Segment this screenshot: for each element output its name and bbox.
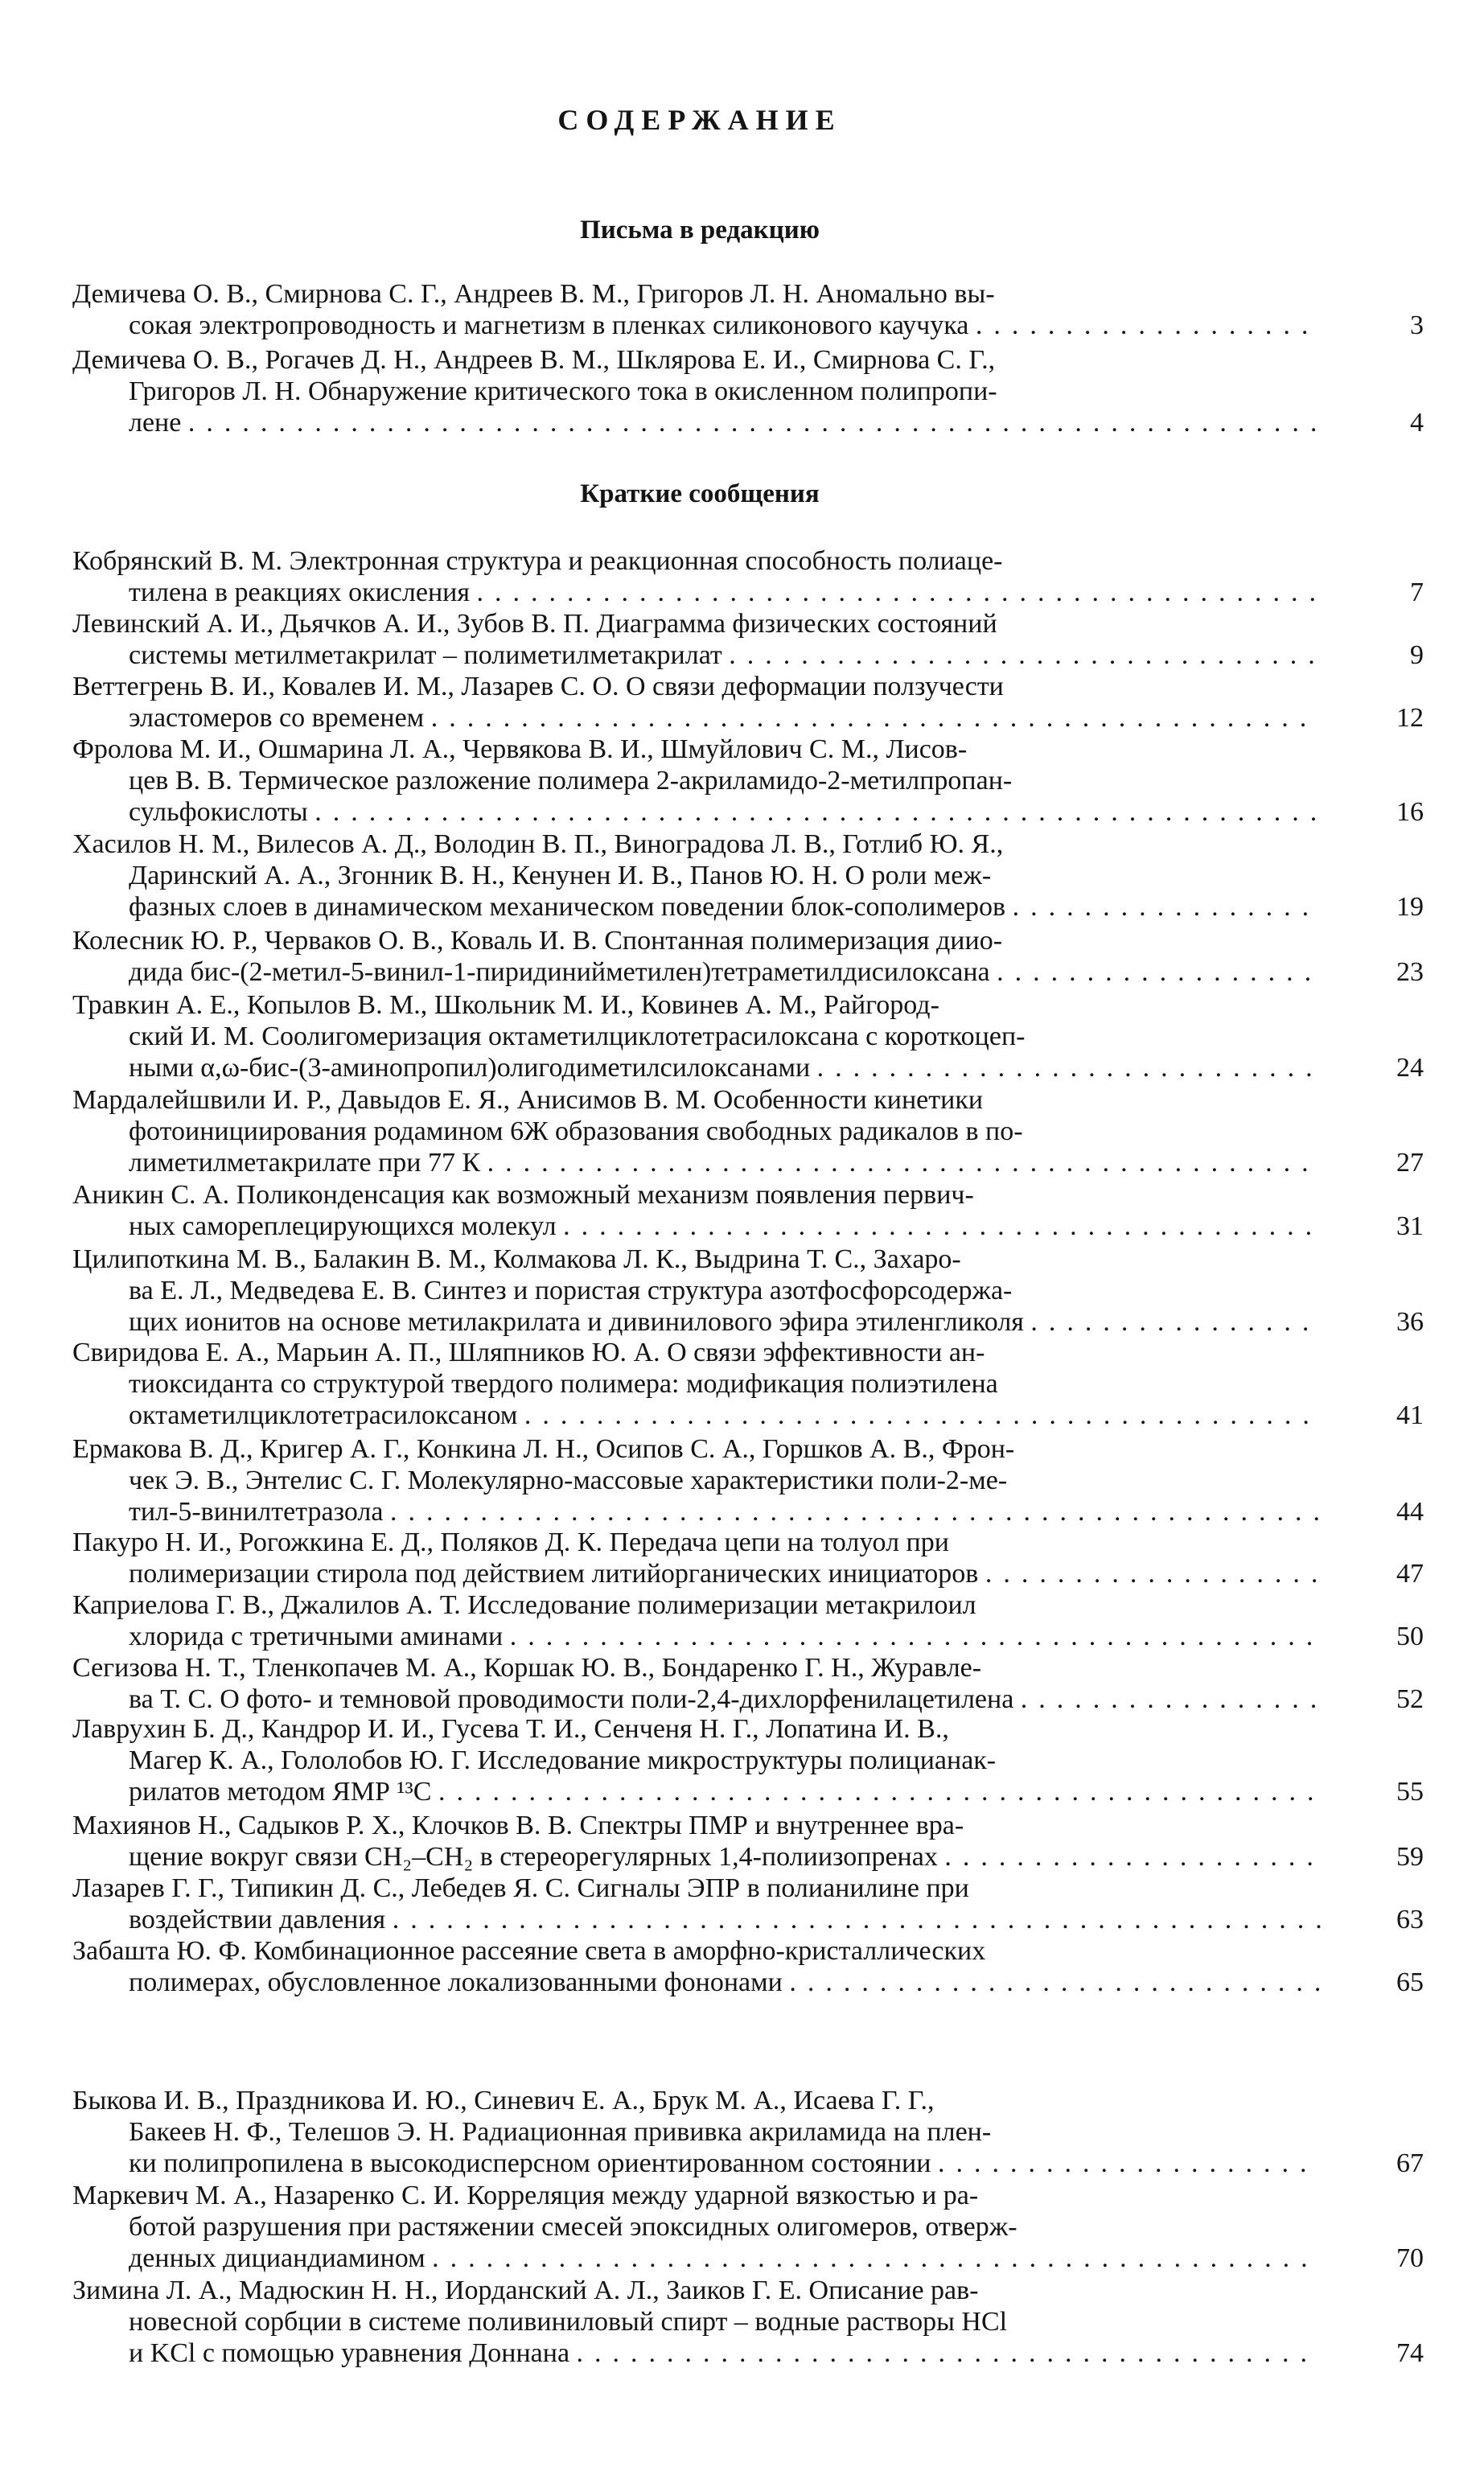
entry-text-line: новесной сорбции в системе поливиниловый спирт – водные растворы HCl — [129, 2307, 1008, 2337]
entry-text-line: Махиянов Н., Садыков Р. Х., Клочков В. В. Спектры ПМР и внутреннее вра- — [72, 1811, 964, 1840]
page-number: 19 — [1396, 892, 1424, 922]
page-title: СОДЕРЖАНИЕ — [557, 104, 842, 136]
entry-text-line: и KCl с помощью уравнения Доннана ......................................... — [129, 2338, 1319, 2368]
page-number: 70 — [1396, 2243, 1424, 2273]
dot-leaders: .................. — [997, 957, 1323, 987]
entry-text-line: полимерах, обусловленное локализованными фононами .............................. — [129, 1967, 1333, 1997]
entry-text-line: тиоксиданта со структурой твердого полимера: модификация полиэтилена — [129, 1369, 998, 1399]
dot-leaders: ............................................... — [476, 578, 1327, 607]
entry-text-line: цев В. В. Термическое разложение полимера 2-акриламидо-2-метилпропан- — [129, 766, 1013, 796]
entry-text-line: тилена в реакциях окисления ............................................... — [129, 578, 1327, 607]
entry-text-line: сульфокислоты ........................................................ — [129, 797, 1329, 827]
entry-text-line: Зимина Л. А., Мадюскин Н. Н., Иорданский А. Л., Заиков Г. Е. Описание рав- — [72, 2276, 979, 2305]
dot-leaders: .................................................... — [392, 1905, 1334, 1934]
dot-leaders: ............................ — [816, 1053, 1324, 1083]
dot-leaders: ................................................. — [432, 2243, 1319, 2273]
entry-text-line: полимеризации стирола под действием литийорганических инициаторов ................... — [129, 1559, 1330, 1589]
entry-text-line: ных самореплецирующихся молекул .......................................... — [129, 1211, 1324, 1241]
entry-text-line: Магер К. А., Гололобов Ю. Г. Исследование микроструктуры полицианак- — [129, 1745, 997, 1775]
entry-text-line: ва Е. Л., Медведева Е. В. Синтез и пористая структура азотфосфорсодержа- — [129, 1276, 1013, 1305]
dot-leaders: ................. — [1012, 892, 1321, 922]
entry-text-line: ботой разрушения при растяжении смесей эпоксидных олигомеров, отверж- — [129, 2212, 1017, 2242]
dot-leaders: ........................................................ — [314, 797, 1329, 827]
entry-text-line: системы метилметакрилат – полиметилметакрилат ................................. — [129, 640, 1326, 670]
entry-text-line: Бакеев Н. Ф., Телешов Э. Н. Радиационная прививка акриламида на плен- — [129, 2117, 992, 2147]
page-number: 52 — [1396, 1684, 1424, 1714]
page-number: 36 — [1396, 1307, 1424, 1337]
page-number: 50 — [1396, 1622, 1424, 1651]
entry-text-line: денных дициандиамином ................................................. — [129, 2243, 1319, 2273]
entry-text-line: хлорида с третичными аминами ............................................. — [129, 1622, 1325, 1651]
section-heading: Письма в редакцию — [580, 216, 820, 245]
dot-leaders: ................................. — [729, 640, 1326, 670]
entry-text-line: Мардалейшвили И. Р., Давыдов Е. Я., Анисимов В. М. Особенности кинетики — [72, 1085, 984, 1115]
page-number: 44 — [1396, 1497, 1424, 1527]
entry-text-line: Каприелова Г. В., Джалилов А. Т. Исследование полимеризации метакрилоил — [72, 1590, 976, 1620]
dot-leaders: .......................................... — [563, 1211, 1324, 1241]
page-number: 7 — [1410, 578, 1424, 607]
dot-leaders: ..................... — [944, 1842, 1325, 1872]
dot-leaders: .............................. — [789, 1967, 1333, 1997]
entry-text-line: Хасилов Н. М., Вилесов А. Д., Володин В. П., Виноградова Л. В., Готлиб Ю. Я., — [72, 829, 1004, 859]
dot-leaders: ............................................. — [509, 1622, 1325, 1651]
entry-text-line: Сегизова Н. Т., Тленкопачев М. А., Коршак Ю. В., Бондаренко Г. Н., Журавле- — [72, 1653, 982, 1683]
entry-text-line: Забашта Ю. Ф. Комбинационное рассеяние света в аморфно-кристаллических — [72, 1936, 986, 1966]
entry-text-line: Аникин С. А. Поликонденсация как возможный механизм появления первич- — [72, 1180, 974, 1210]
page-number: 27 — [1396, 1148, 1424, 1178]
dot-leaders: ................................................. — [438, 1777, 1326, 1807]
entry-text-line: Веттегрень В. И., Ковалев И. М., Лазарев С. О. О связи деформации ползучести — [72, 672, 1004, 701]
dot-leaders: ................ — [1030, 1307, 1321, 1337]
dot-leaders: ................... — [975, 310, 1320, 340]
page-number: 4 — [1410, 408, 1424, 438]
entry-text-line: щение вокруг связи СН₂–СН₂ в стереорегулярных 1,4-полиизопренах ..................... — [129, 1842, 1325, 1872]
dot-leaders: ............................................................... — [187, 408, 1329, 438]
entry-text-line: дида бис-(2-метил-5-винил-1-пиридинийметилен)тетраметилдисилоксана .................. — [129, 957, 1323, 987]
page-number: 55 — [1396, 1777, 1424, 1807]
entry-text-line: щих ионитов на основе метилакрилата и дивинилового эфира этиленгликоля ................ — [129, 1307, 1321, 1337]
entry-text-line: чек Э. В., Энтелис С. Г. Молекулярно-массовые характеристики поли-2-ме- — [129, 1466, 1008, 1495]
section-heading: Краткие сообщения — [580, 479, 820, 508]
entry-text-line: Кобрянский В. М. Электронная структура и реакционная способность полиаце- — [72, 546, 1003, 576]
entry-text-line: фотоинициирования родамином 6Ж образования свободных радикалов в по- — [129, 1116, 1023, 1146]
entry-text-line: Демичева О. В., Смирнова С. Г., Андреев В. М., Григоров Л. Н. Аномально вы- — [72, 279, 995, 309]
dot-leaders: ..................... — [937, 2148, 1318, 2178]
page-number: 31 — [1396, 1211, 1424, 1241]
entry-text-line: Лазарев Г. Г., Типикин Д. С., Лебедев Я. С. Сигналы ЭПР в полианилине при — [72, 1873, 969, 1903]
entry-text-line: Колесник Ю. Р., Черваков О. В., Коваль И. В. Спонтанная полимеризация диио- — [72, 926, 1003, 956]
page-number: 67 — [1396, 2148, 1424, 2178]
page-number: 24 — [1396, 1053, 1424, 1083]
dot-leaders: ................................................. — [430, 703, 1318, 733]
entry-text-line: рилатов методом ЯМР ¹³С ................................................. — [129, 1777, 1326, 1807]
entry-text-line: тил-5-винилтетразола .................................................... — [129, 1497, 1331, 1527]
entry-text-line: Демичева О. В., Рогачев Д. Н., Андреев В. М., Шклярова Е. И., Смирнова С. Г., — [72, 345, 996, 375]
entry-text-line: октаметилциклотетрасилоксаном ............................................ — [129, 1400, 1321, 1430]
entry-text-line: лиметилметакрилате при 77 К .............................................. — [129, 1148, 1320, 1178]
entry-text-line: Быкова И. В., Праздникова И. Ю., Синевич Е. А., Брук М. А., Исаева Г. Г., — [72, 2086, 935, 2115]
dot-leaders: ............................................ — [524, 1400, 1321, 1430]
entry-text-line: Ермакова В. Д., Кригер А. Г., Конкина Л. Н., Осипов С. А., Горшков А. В., Фрон- — [72, 1434, 1015, 1464]
dot-leaders: ................. — [1020, 1684, 1329, 1714]
dot-leaders: ................... — [985, 1559, 1330, 1589]
page-number: 74 — [1396, 2338, 1424, 2368]
page-number: 63 — [1396, 1905, 1424, 1934]
entry-text-line: Свиридова Е. А., Марьин А. П., Шляпников Ю. А. О связи эффективности ан- — [72, 1338, 985, 1367]
entry-text-line: Цилипоткина М. В., Балакин В. М., Колмакова Л. К., Выдрина Т. С., Захаро- — [72, 1244, 961, 1274]
entry-text-line: Левинский А. И., Дьячков А. И., Зубов В. П. Диаграмма физических состояний — [72, 609, 997, 639]
dot-leaders: .............................................. — [487, 1148, 1320, 1178]
page-number: 65 — [1396, 1967, 1424, 1997]
entry-text-line: ными α,ω-бис-(3-аминопропил)олигодиметилсилоксанами ............................ — [129, 1053, 1324, 1083]
dot-leaders: .................................................... — [389, 1497, 1331, 1527]
page-number: 16 — [1396, 797, 1424, 827]
page-number: 23 — [1396, 957, 1424, 987]
entry-text-line: воздействии давления .................................................... — [129, 1905, 1334, 1934]
entry-text-line: эластомеров со временем ................................................. — [129, 703, 1318, 733]
entry-text-line: Лаврухин Б. Д., Кандрор И. И., Гусева Т. И., Сенченя Н. Г., Лопатина И. В., — [72, 1714, 949, 1744]
entry-text-line: сокая электропроводность и магнетизм в пленках силиконового каучука ................... — [129, 310, 1320, 340]
page-number: 47 — [1396, 1559, 1424, 1589]
dot-leaders: ......................................... — [576, 2338, 1319, 2368]
entry-text-line: фазных слоев в динамическом механическом поведении блок-сополимеров ................. — [129, 892, 1321, 922]
page-number: 9 — [1410, 640, 1424, 670]
page-number: 12 — [1396, 703, 1424, 733]
entry-text-line: лене ............................................................... — [129, 408, 1329, 438]
page-number: 3 — [1410, 310, 1424, 340]
page-number: 59 — [1396, 1842, 1424, 1872]
entry-text-line: Григоров Л. Н. Обнаружение критического тока в окисленном полипропи- — [129, 376, 997, 406]
page-number: 41 — [1396, 1400, 1424, 1430]
entry-text-line: Даринский А. А., Згонник В. Н., Кенунен И. В., Панов Ю. Н. О роли меж- — [129, 861, 992, 890]
entry-text-line: ва Т. С. О фото- и темновой проводимости поли-2,4-дихлорфенилацетилена ................. — [129, 1684, 1329, 1714]
entry-text-line: Пакуро Н. И., Рогожкина Е. Д., Поляков Д. К. Передача цепи на толуол при — [72, 1527, 949, 1557]
entry-text-line: Маркевич М. А., Назаренко С. И. Корреляция между ударной вязкостью и ра- — [72, 2181, 979, 2210]
entry-text-line: Фролова М. И., Ошмарина Л. А., Червякова В. И., Шмуйлович С. М., Лисов- — [72, 734, 968, 764]
entry-text-line: ский И. М. Соолигомеризация октаметилциклотетрасилоксана с короткоцеп- — [129, 1022, 1026, 1051]
entry-text-line: ки полипропилена в высокодисперсном ориентированном состоянии ..................... — [129, 2148, 1318, 2178]
entry-text-line: Травкин А. Е., Копылов В. М., Школьник М. И., Ковинев А. М., Райгород- — [72, 990, 939, 1020]
